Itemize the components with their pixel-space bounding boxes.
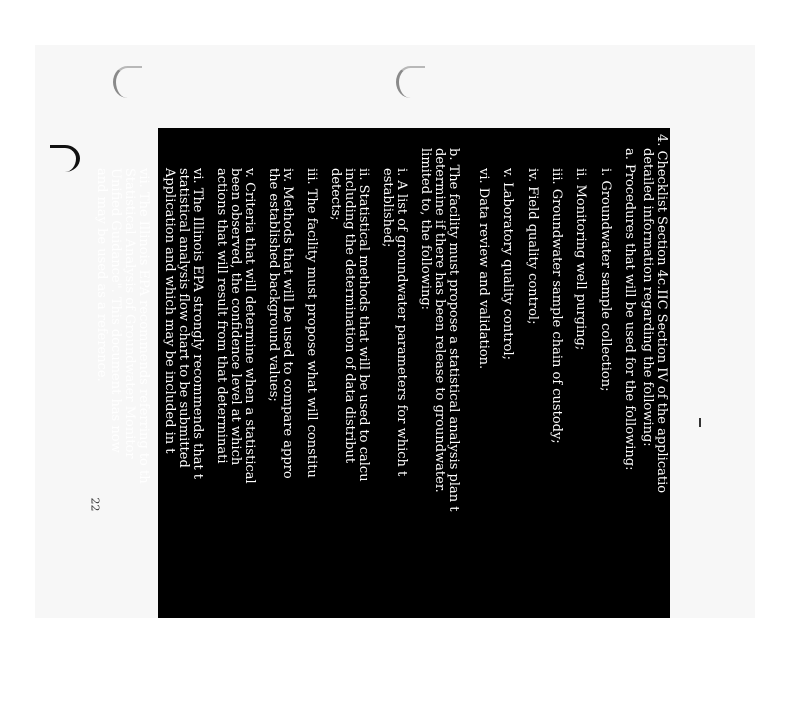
page-number: 22 xyxy=(88,497,102,512)
text-line: Unified Guidance". This document has now xyxy=(108,168,123,453)
text-line: actions that will result from that determinati xyxy=(214,168,229,464)
punch-hole-mark xyxy=(113,66,142,98)
scan-artifact xyxy=(50,145,80,172)
text-line: v. Laboratory quality control; xyxy=(500,168,515,361)
text-line: i. A list of groundwater parameters for which t xyxy=(394,168,409,477)
text-line: iii. Groundwater sample chain of custody; xyxy=(549,168,564,444)
text-line: iii. The facility must propose what will constitu xyxy=(304,168,319,478)
text-line: detects; xyxy=(328,168,343,221)
text-line: including the determination of data distribut xyxy=(342,168,357,464)
text-line: 4. Checklist Section 4c.IIC Section IV of the applicatio xyxy=(654,134,669,494)
text-line: vi. Data review and validation. xyxy=(476,168,491,370)
text-line: iv. Methods that will be used to compare appro xyxy=(280,168,295,479)
text-line: a. Procedures that will be used for the following: xyxy=(622,148,637,471)
text-line: statistical analysis flow chart to be submitted xyxy=(176,168,191,468)
text-line: limited to, the following: xyxy=(418,148,433,311)
text-line: b. The facility must propose a statistical analysis plan t xyxy=(446,148,461,512)
text-line: vii. The Illinois EPA recommends referring to th xyxy=(136,168,151,484)
text-line: Application and which may be included in t xyxy=(162,168,177,454)
text-line: v. Criteria that will determine when a statistical xyxy=(242,168,257,484)
text-line: and may be used as a reference. xyxy=(94,168,109,382)
punch-hole-mark xyxy=(396,66,425,98)
text-line: determine if there has been release to groundwater. xyxy=(432,148,447,493)
text-line: the established background values; xyxy=(266,168,281,402)
text-line: ii. Statistical methods that will be used to calcu xyxy=(356,168,371,482)
text-line: vi. The Illinois EPA strongly recommends that t xyxy=(190,168,205,480)
scan-artifact xyxy=(699,418,701,427)
text-line: iv. Field quality control; xyxy=(525,168,540,325)
text-line: been observed, the confidence level at which xyxy=(228,168,243,466)
text-line: i. Groundwater sample collection; xyxy=(598,168,613,392)
text-line: established; xyxy=(380,168,395,248)
text-line: detailed information regarding the following: xyxy=(640,148,655,447)
text-line: Statistical Analysis of Groundwater Monitor xyxy=(122,168,137,459)
text-line: ii. Monitoring well purging; xyxy=(573,168,588,351)
